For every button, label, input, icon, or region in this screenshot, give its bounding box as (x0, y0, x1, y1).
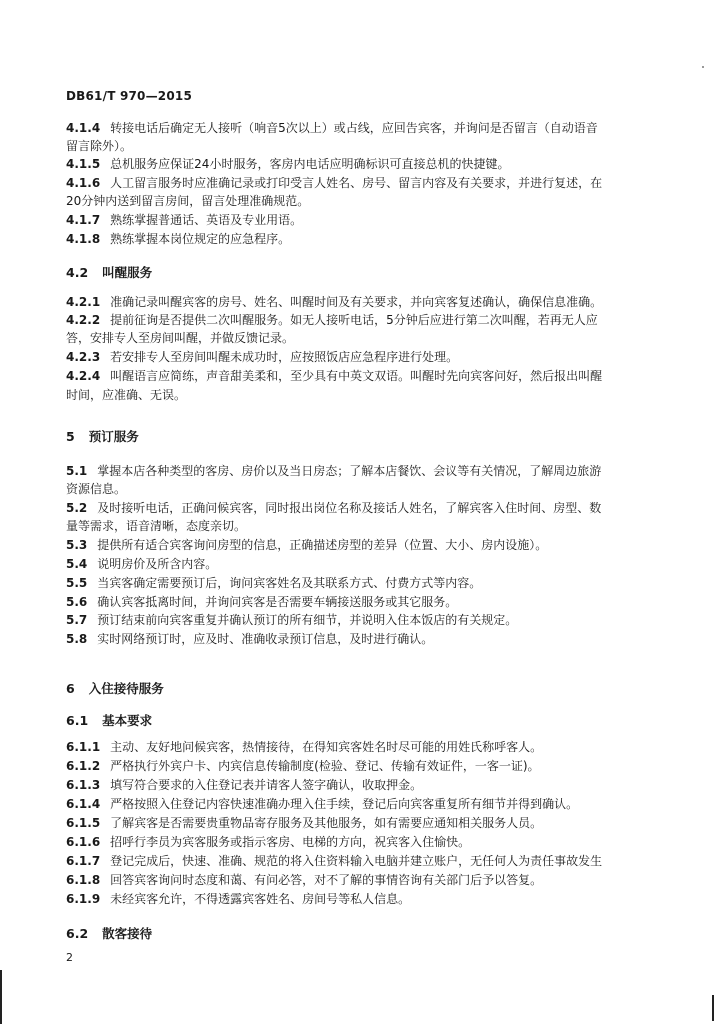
clause-number: 4.2.1 (66, 295, 101, 309)
text-line (66, 120, 598, 136)
text-line (66, 796, 578, 812)
text-line (66, 231, 290, 247)
text-line (66, 312, 598, 328)
text-line (66, 537, 547, 553)
section-title: 叫醒服务 (102, 265, 153, 280)
clause-text: 熟练掌握普通话、英语及专业用语。 (110, 213, 303, 227)
clause-number: 6.1.1 (66, 740, 101, 754)
clause-text: 提供所有适合宾客询问房型的信息，正确描述房型的差异（位置、大小、房内设施）。 (97, 538, 548, 552)
section-title: 散客接待 (102, 926, 153, 941)
clause-text: 准确记录叫醒宾客的房号、姓名、叫醒时间及有关要求，并向宾客复述确认，确保信息准确。 (110, 295, 603, 309)
section-heading (66, 711, 152, 729)
clause-number: 4.2.2 (66, 313, 101, 327)
scan-edge-mark (0, 970, 2, 1024)
clause-number: 5.3 (66, 538, 88, 552)
clause-text: 量等需求，语音清晰，态度亲切。 (66, 519, 247, 533)
clause-text: 严格按照入住登记内容快速准确办理入住手续，登记后向宾客重复所有细节并得到确认。 (110, 797, 579, 811)
document-header: DB61/T 970—2015 (66, 89, 192, 103)
clause-text: 及时接听电话，正确问候宾客，同时报出岗位名称及接话人姓名，了解宾客入住时间、房型、数 (97, 501, 602, 515)
scan-dot (702, 66, 704, 68)
section-title: 入住接待服务 (88, 681, 164, 696)
clause-number: 4.1.7 (66, 213, 101, 227)
clause-text: 招呼行李员为宾客服务或指示客房、电梯的方向，祝宾客入住愉快。 (110, 835, 471, 849)
clause-text: 当宾客确定需要预订后，询问宾客姓名及其联系方式、付费方式等内容。 (97, 576, 482, 590)
clause-number: 5.7 (66, 613, 88, 627)
section-number: 6.2 (66, 926, 89, 941)
clause-text: 填写符合要求的入住登记表并请客人签字确认，收取押金。 (110, 778, 423, 792)
text-line (66, 212, 302, 228)
clause-text: 登记完成后，快速、准确、规范的将入住资料输入电脑并建立账户，无任何人为责任事故发生 (110, 854, 603, 868)
section-number: 5 (66, 429, 75, 444)
clause-number: 5.4 (66, 557, 88, 571)
clause-text: 若安排专人至房间叫醒未成功时，应按照饭店应急程序进行处理。 (110, 350, 459, 364)
text-line (66, 739, 542, 755)
text-line (66, 330, 294, 346)
clause-text: 确认宾客抵离时间，并询问宾客是否需要车辆接送服务或其它服务。 (97, 595, 458, 609)
text-line (66, 349, 458, 365)
text-line (66, 175, 602, 191)
text-line (66, 834, 470, 850)
text-line (66, 594, 457, 610)
text-line (66, 518, 246, 534)
text-line (66, 294, 602, 310)
section-heading (66, 679, 164, 697)
clause-text: 严格执行外宾户卡、内宾信息传输制度(检验、登记、传输有效证件，一客一证)。 (110, 759, 540, 773)
clause-number: 4.1.6 (66, 176, 101, 190)
section-number: 6.1 (66, 713, 89, 728)
clause-text: 叫醒语言应简练，声音甜美柔和，至少具有中英文双语。叫醒时先向宾客问好，然后报出叫醒 (110, 369, 603, 383)
clause-number: 5.1 (66, 464, 88, 478)
clause-number: 6.1.9 (66, 892, 101, 906)
clause-number: 6.1.3 (66, 778, 101, 792)
section-title: 预订服务 (88, 429, 139, 444)
clause-text: 总机服务应保证24小时服务，客房内电话应明确标识可直接总机的快捷键。 (110, 157, 510, 171)
text-line (66, 872, 542, 888)
clause-number: 5.8 (66, 632, 88, 646)
section-number: 6 (66, 681, 75, 696)
clause-number: 4.1.4 (66, 121, 101, 135)
text-line (66, 631, 433, 647)
clause-number: 4.1.8 (66, 232, 101, 246)
clause-text: 预订结束前向宾客重复并确认预订的所有细节，并说明入住本饭店的有关规定。 (97, 613, 518, 627)
clause-text: 掌握本店各种类型的客房、房价以及当日房态；了解本店餐饮、会议等有关情况，了解周边旅游 (97, 464, 602, 478)
clause-number: 4.1.5 (66, 157, 101, 171)
clause-number: 6.1.5 (66, 816, 101, 830)
text-line (66, 156, 509, 172)
clause-text: 了解宾客是否需要贵重物品寄存服务及其他服务，如有需要应通知相关服务人员。 (110, 816, 543, 830)
clause-number: 6.1.2 (66, 759, 101, 773)
clause-number: 6.1.8 (66, 873, 101, 887)
text-line (66, 612, 517, 628)
text-line (66, 575, 481, 591)
text-line (66, 481, 126, 497)
text-line (66, 138, 132, 154)
clause-text: 转接电话后确定无人接听（响音5次以上）或占线，应回告宾客，并询问是否留言（自动语音 (110, 121, 598, 135)
text-line (66, 758, 540, 774)
text-line (66, 815, 542, 831)
text-line (66, 891, 410, 907)
clause-number: 6.1.6 (66, 835, 101, 849)
text-line (66, 556, 217, 572)
text-line (66, 463, 601, 479)
section-title: 基本要求 (102, 713, 153, 728)
text-line (66, 368, 602, 384)
section-heading (66, 924, 152, 942)
clause-text: 回答宾客询问时态度和蔼、有问必答，对不了解的事情咨询有关部门后予以答复。 (110, 873, 543, 887)
clause-number: 4.2.4 (66, 369, 101, 383)
scan-edge-mark (712, 995, 714, 1021)
text-line (66, 387, 186, 403)
clause-text: 实时网络预订时，应及时、准确收录预订信息，及时进行确认。 (97, 632, 434, 646)
clause-text: 主动、友好地问候宾客，热情接待，在得知宾客姓名时尽可能的用姓氏称呼客人。 (110, 740, 543, 754)
clause-text: 人工留言服务时应准确记录或打印受言人姓名、房号、留言内容及有关要求，并进行复述，在 (110, 176, 603, 190)
clause-number: 6.1.7 (66, 854, 101, 868)
clause-text: 20分钟内送到留言房间，留言处理准确规范。 (66, 194, 310, 208)
clause-number: 4.2.3 (66, 350, 101, 364)
section-heading (66, 427, 139, 445)
clause-text: 提前征询是否提供二次叫醒服务。如无人接听电话，5分钟后应进行第二次叫醒，若再无人应 (110, 313, 598, 327)
text-line (66, 500, 601, 516)
clause-number: 6.1.4 (66, 797, 101, 811)
clause-number: 5.6 (66, 595, 88, 609)
text-line (66, 777, 422, 793)
clause-number: 5.5 (66, 576, 88, 590)
clause-text: 时间，应准确、无误。 (66, 388, 187, 402)
section-heading (66, 263, 152, 281)
text-line (66, 853, 602, 869)
page-number: 2 (66, 951, 73, 964)
clause-text: 熟练掌握本岗位规定的应急程序。 (110, 232, 291, 246)
clause-text: 说明房价及所含内容。 (97, 557, 218, 571)
clause-text: 答，安排专人至房间叫醒，并做反馈记录。 (66, 331, 295, 345)
clause-number: 5.2 (66, 501, 88, 515)
clause-text: 资源信息。 (66, 482, 127, 496)
section-number: 4.2 (66, 265, 89, 280)
clause-text: 未经宾客允许，不得透露宾客姓名、房间号等私人信息。 (110, 892, 411, 906)
text-line (66, 193, 309, 209)
clause-text: 留言除外）。 (66, 139, 133, 153)
